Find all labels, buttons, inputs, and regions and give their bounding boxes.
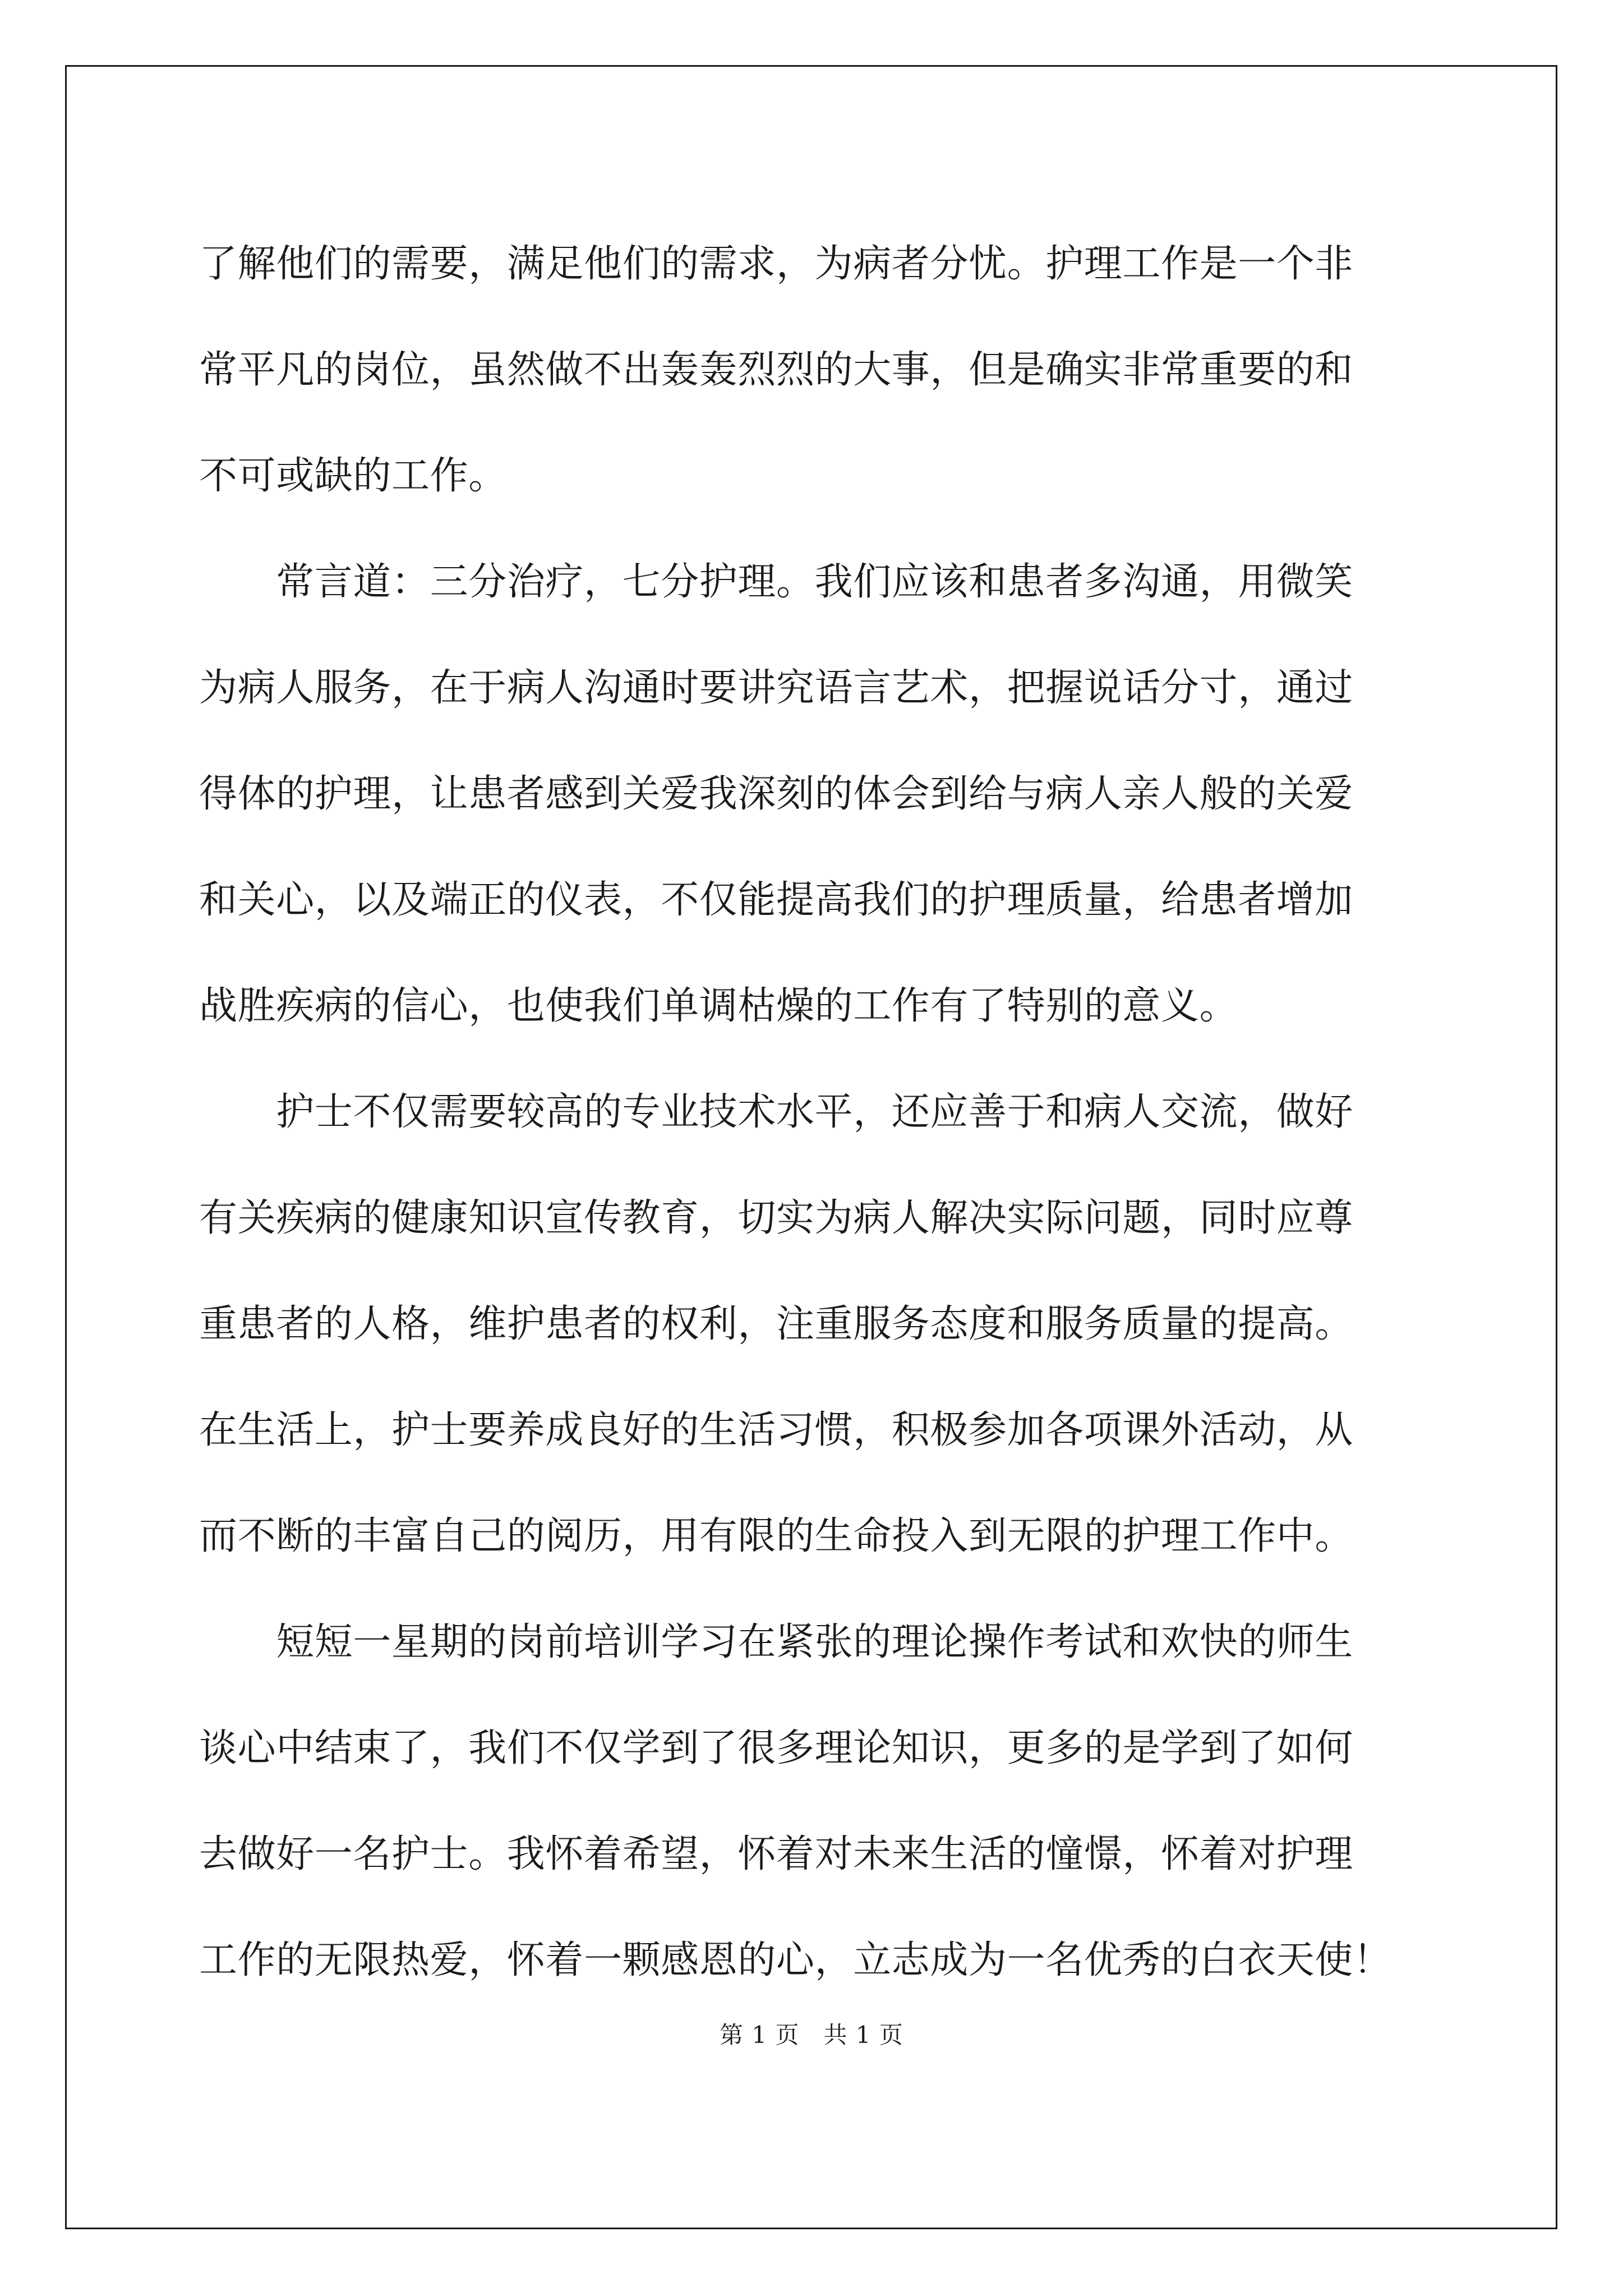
- text-line: 常平凡的岗位，虽然做不出轰轰烈烈的大事，但是确实非常重要的和: [199, 348, 1354, 392]
- page-number-footer: 第 1 页 共 1 页: [720, 2021, 903, 2049]
- text-line: 有关疾病的健康知识宣传教育，切实为病人解决实际问题，同时应尊: [199, 1196, 1354, 1240]
- paragraph-4: [199, 1589, 1422, 2013]
- text-line: 在生活上，护士要养成良好的生活习惯，积极参加各项课外活动，从: [199, 1408, 1354, 1452]
- paragraph-1: [199, 211, 1422, 529]
- text-line: 护士不仅需要较高的专业技术水平，还应善于和病人交流，做好: [199, 1090, 1354, 1134]
- text-line: 工作的无限热爱，怀着一颗感恩的心，立志成为一名优秀的白衣天使！: [199, 1938, 1392, 1982]
- text-line: 常言道：三分治疗，七分护理。我们应该和患者多沟通，用微笑: [199, 560, 1354, 604]
- text-line: 和关心，以及端正的仪表，不仅能提高我们的护理质量，给患者增加: [199, 878, 1354, 922]
- text-line: 为病人服务，在于病人沟通时要讲究语言艺术，把握说话分寸，通过: [199, 666, 1354, 710]
- paragraph-2: [199, 529, 1422, 1059]
- text-line: 得体的护理，让患者感到关爱我深刻的体会到给与病人亲人般的关爱: [199, 772, 1354, 816]
- text-line: 去做好一名护士。我怀着希望，怀着对未来生活的憧憬，怀着对护理: [199, 1832, 1354, 1876]
- text-line: 重患者的人格，维护患者的权利，注重服务态度和服务质量的提高。: [199, 1302, 1354, 1346]
- text-line: 短短一星期的岗前培训学习在紧张的理论操作考试和欢快的师生: [199, 1620, 1354, 1664]
- text-line: 了解他们的需要，满足他们的需求，为病者分忧。护理工作是一个非: [199, 242, 1354, 286]
- text-line: 战胜疾病的信心，也使我们单调枯燥的工作有了特别的意义。: [199, 984, 1238, 1028]
- document-body: [199, 211, 1422, 2013]
- text-line: 而不断的丰富自己的阅历，用有限的生命投入到无限的护理工作中。: [199, 1514, 1354, 1558]
- text-line: 谈心中结束了，我们不仅学到了很多理论知识，更多的是学到了如何: [199, 1726, 1354, 1770]
- text-line: 不可或缺的工作。: [199, 454, 507, 498]
- paragraph-3: [199, 1059, 1422, 1589]
